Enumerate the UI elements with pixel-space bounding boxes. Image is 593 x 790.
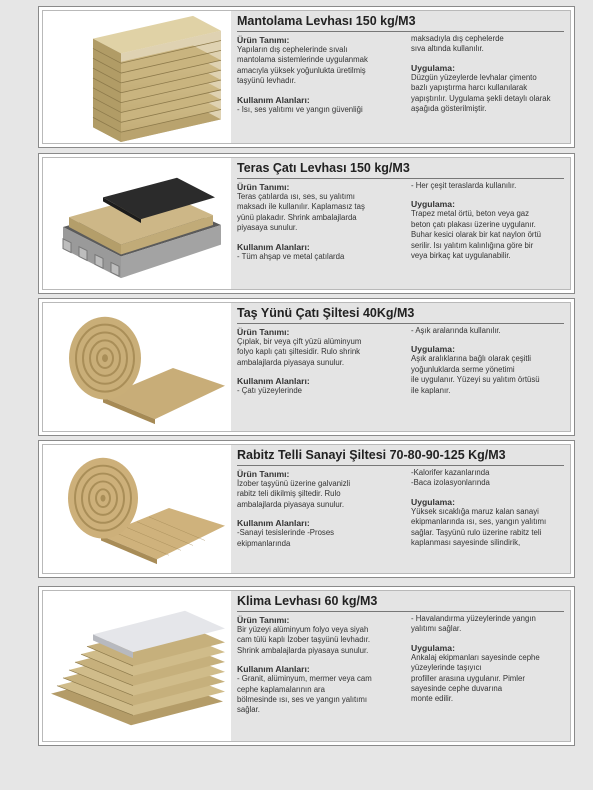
product-title: Taş Yünü Çatı Şiltesi 40Kg/M3 [237,306,564,324]
product-definition-text: Yapıların dış cephelerinde sıvalı mantolama sistemlerinde uygulanmak amacıyla yüksek yoğunlukta üretilmiş taşyünü levhadır. [237,45,368,86]
product-card-frame [42,590,571,742]
product-definition-label: Ürün Tanımı: [237,469,290,479]
usage-areas-text: - Çatı yüzeylerinde [237,386,303,396]
product-definition-text: Bir yüzeyi alüminyum folyo veya siyah cam tülü kaplı İzober taşyünü levhadır. Shrink ambalajlarda piyasaya sunulur. [237,625,371,655]
stacked-slabs-icon [43,11,231,143]
usage-areas-continued-text: maksadıyla dış cephelerde sıva altında kullanılır. [411,34,504,54]
usage-areas-label: Kullanım Alanları: [237,241,310,252]
foil-slabs-icon [43,591,231,741]
roof-section-icon [43,158,231,289]
application-label: Uygulama: [411,62,455,73]
product-title: Teras Çatı Levhası 150 kg/M3 [237,161,564,179]
application-label: Uygulama: [411,344,455,355]
wool-roll-image [43,303,231,431]
product-info-panel [231,158,570,289]
product-definition-text: Çıplak, bir veya çift yüzü alüminyum folyo kaplı çatı şiltesidir. Rulo shrink ambalajlarda piyasaya sunulur. [237,337,362,367]
product-card-frame [42,157,571,290]
product-card-cati-siltesi [38,298,575,436]
product-card-frame [42,10,571,144]
usage-areas-text: - Isı, ses yalıtımı ve yangın güvenliği [237,104,363,114]
product-definition-label: Ürün Tanımı: [237,615,290,625]
application-text: Yüksek sıcaklığa maruz kalan sanayi ekipmanlarında ısı, ses, yangın yalıtımı sağlar. Taşyünü rulo üzerine rabitz teli kaplanması sayesinde silindirik, [411,506,547,548]
usage-areas-label: Kullanım Alanları: [237,94,310,105]
usage-areas-continued-text: - Havalandırma yüzeylerinde yangın yalıtımı sağlar. [411,614,536,634]
product-definition-text: Teras çatılarda ısı, ses, su yalıtımı maksadı ile kullanılır. Kaplamasız taş yünü plakadır. Shrink ambalajlarda piyasaya sunulur. [237,192,365,233]
product-info-panel [231,445,570,573]
application-label: Uygulama: [411,199,455,210]
product-definition-label: Ürün Tanımı: [237,327,290,337]
product-card-frame [42,302,571,432]
product-info-panel [231,11,570,143]
product-card-mantolama [38,6,575,148]
usage-areas-label: Kullanım Alanları: [237,664,310,675]
product-definition-label: Ürün Tanımı: [237,182,290,192]
wired-roll-image [43,445,231,573]
usage-areas-continued-text: -Kalorifer kazanlarında -Baca izolasyonlarında [411,468,490,488]
application-text: Ankalaj ekipmanları sayesinde cephe yüzeylerinde taşıyıcı profiller arasına uygulanır. Pimler sayesinde cephe duvarına monte edilir. [411,652,540,704]
application-text: Trapez metal örtü, beton veya gaz beton çatı plakası üzerine uygulanır. Buhar kesici olarak bir kat naylon örtü serilir. Isı yalıtım kalınlığına göre bir veya birkaç kat uygulanabilir. [411,209,542,261]
application-text: Aşık aralıklarına bağlı olarak çeşitli yoğunluklarda serme yönetimi ile uygulanır. Yüzeyi su yalıtım örtüsü ile kaplanır. [411,354,540,395]
usage-areas-text: - Granit, alüminyum, mermer veya cam cephe kaplamalarının ara bölmesinde ısı, ses ve yangın yalıtımı sağlar. [237,674,372,715]
usage-areas-continued-text: - Aşık aralarında kullanılır. [411,326,501,335]
product-card-rabitz [38,440,575,578]
stacked-slabs-image [43,11,231,143]
usage-areas-label: Kullanım Alanları: [237,376,310,387]
product-info-panel [231,591,570,741]
product-definition-label: Ürün Tanımı: [237,35,290,45]
wired-roll-icon [43,445,231,573]
product-info-panel [231,303,570,431]
product-card-teras [38,153,575,294]
application-label: Uygulama: [411,496,455,507]
application-label: Uygulama: [411,642,455,653]
product-card-frame [42,444,571,574]
usage-areas-text: -Sanayi tesislerinde -Proses ekipmanlarında [237,528,335,548]
usage-areas-text: - Tüm ahşap ve metal çatılarda [237,251,345,261]
usage-areas-label: Kullanım Alanları: [237,518,310,529]
product-title: Klima Levhası 60 kg/M3 [237,594,564,612]
product-card-klima [38,586,575,746]
foil-slabs-image [43,591,231,741]
application-text: Düzgün yüzeylerde levhalar çimento bazlı yapıştırma harcı kullanılarak yapıştırılır. Uygulama şekli detaylı olarak aşağıda gösterilmiştir. [411,72,551,114]
usage-areas-continued-text: - Her çeşit teraslarda kullanılır. [411,181,517,190]
product-title: Rabitz Telli Sanayi Şiltesi 70-80-90-125 Kg/M3 [237,448,564,466]
product-definition-text: İzober taşyünü üzerine galvanizli rabitz teli dikilmiş şiltedir. Rulo ambalajlarda piyasaya sunulur. [237,479,351,509]
product-title: Mantolama Levhası 150 kg/M3 [237,14,564,32]
wool-roll-icon [43,303,231,431]
roof-section-image [43,158,231,289]
